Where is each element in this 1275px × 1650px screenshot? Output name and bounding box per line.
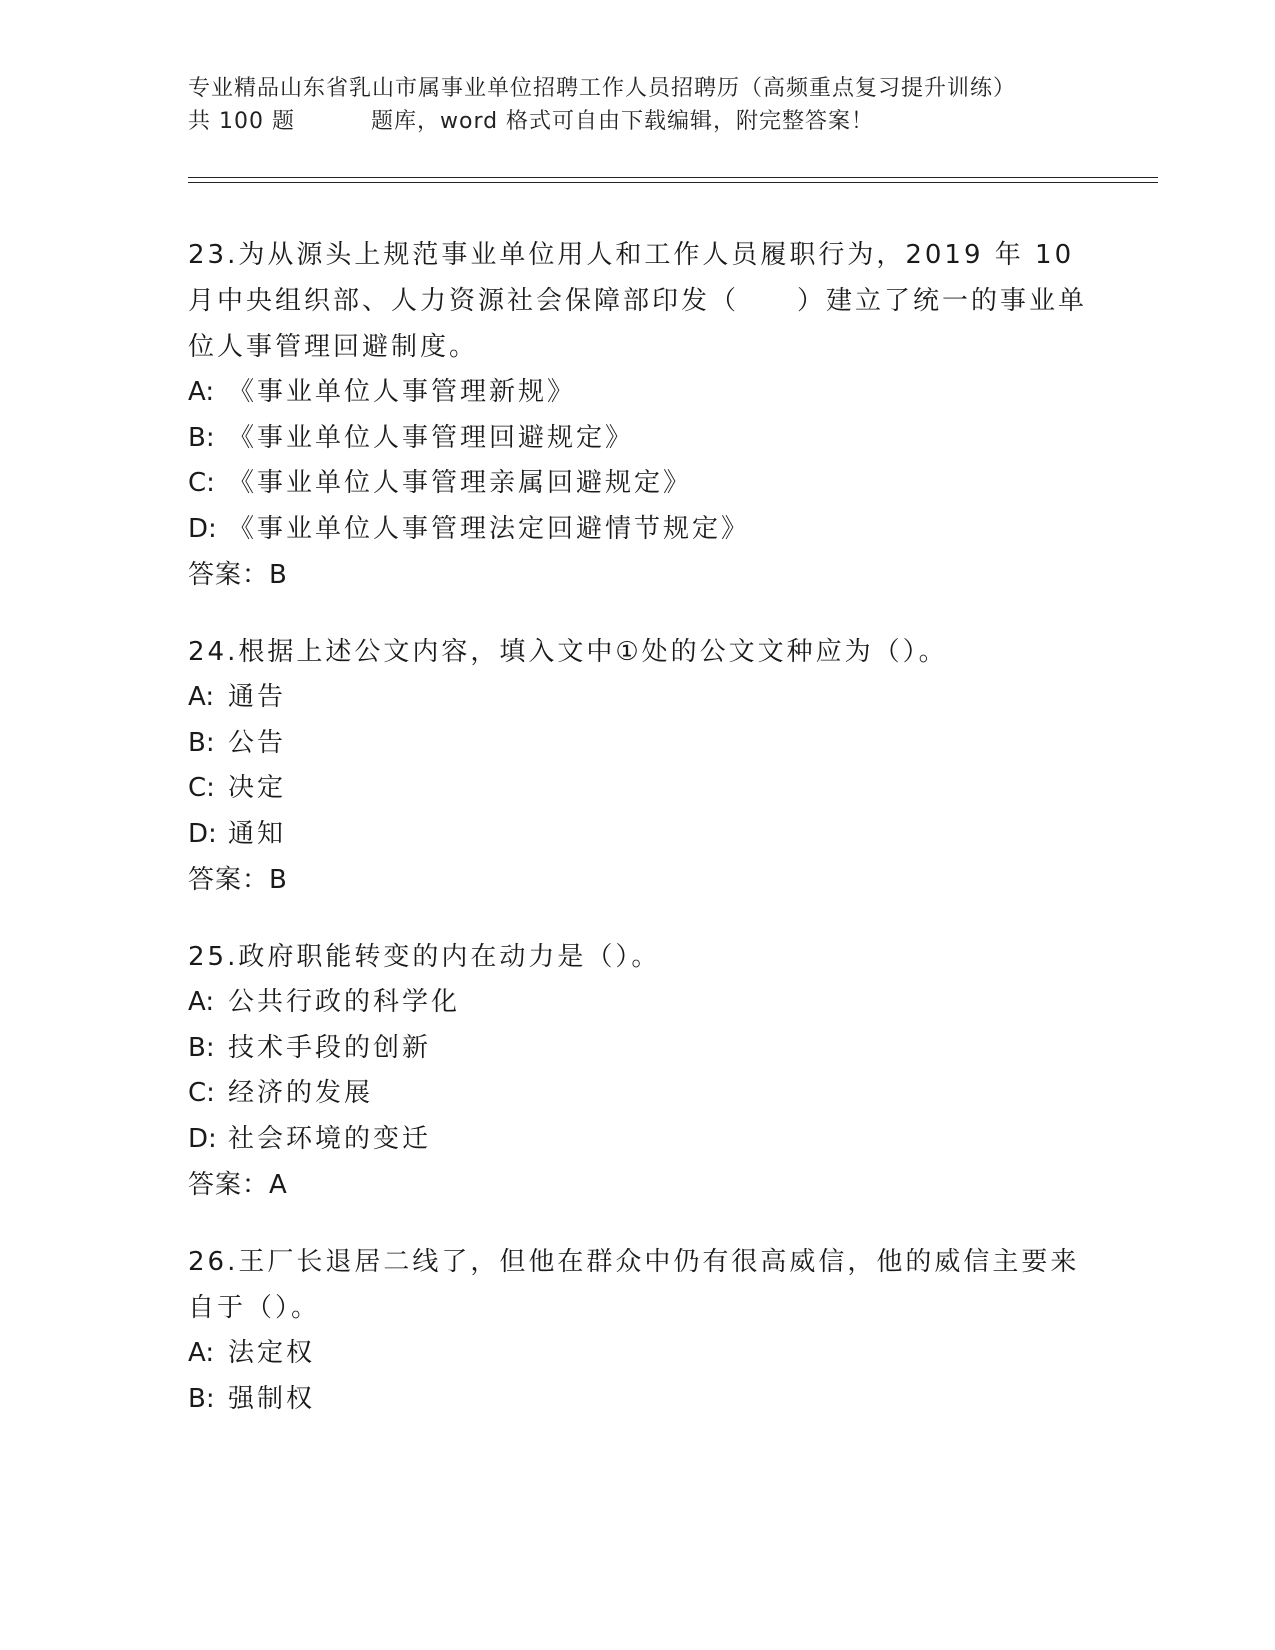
option-text: 强制权 [228,1383,316,1414]
option-text: 决定 [228,773,287,803]
option-b [188,721,1088,767]
header-title: 专业精品山东省乳山市属事业单位招聘工作人员招聘历（高频重点复习提升训练） [188,76,1017,101]
answer-label: 答案：A [188,1170,288,1200]
question-25 [188,934,1088,1208]
question-26 [188,1239,1088,1422]
answer-label: 答案：B [188,560,288,590]
option-text: 公共行政的科学化 [228,987,461,1017]
option-key: D: [188,513,217,544]
option-key: B: [188,727,215,758]
option-b [188,416,1088,462]
header-divider-bottom [188,182,1158,183]
option-text: 通知 [228,818,287,849]
option-key: B: [188,1032,215,1063]
option-text: 《事业单位人事管理回避规定》 [228,422,635,453]
option-text: 通告 [228,682,287,712]
option-text: 社会环境的变迁 [228,1123,432,1154]
option-b [188,1026,1088,1072]
answer-label: 答案：B [188,865,288,895]
option-c [188,1071,1088,1117]
option-text: 经济的发展 [228,1078,374,1108]
option-text: 《事业单位人事管理新规》 [228,377,577,407]
option-text: 技术手段的创新 [228,1032,432,1063]
option-key: A: [188,1338,215,1368]
question-count: 共 100 题 [188,109,295,134]
option-text: 公告 [228,727,287,758]
header-note: 题库，word 格式可自由下载编辑，附完整答案！ [370,109,875,134]
option-a [188,675,1088,721]
option-d [188,812,1088,858]
option-text: 法定权 [228,1338,316,1368]
option-c [188,766,1088,812]
option-a [188,370,1088,416]
option-key: A: [188,987,215,1017]
document-header [188,72,1088,138]
option-d [188,507,1088,553]
option-key: A: [188,682,215,712]
option-b [188,1377,1088,1423]
option-key: B: [188,422,215,453]
option-a [188,980,1088,1026]
option-key: D: [188,1123,217,1154]
option-key: C: [188,1078,215,1108]
question-text: 23.为从源头上规范事业单位用人和工作人员履职行为，2019 年 10 月中央组织部、人力资源社会保障部印发（ ）建立了统一的事业单位人事管理回避制度。 [188,240,1088,362]
question-24 [188,629,1088,903]
option-d [188,1117,1088,1163]
question-23 [188,232,1088,598]
question-text: 25.政府职能转变的内在动力是（）。 [188,942,661,972]
option-text: 《事业单位人事管理法定回避情节规定》 [228,513,751,544]
option-key: D: [188,818,217,849]
question-text: 24.根据上述公文内容，填入文中①处的公文文种应为（）。 [188,637,948,667]
header-subtitle [188,105,1088,138]
option-key: C: [188,468,215,498]
option-text: 《事业单位人事管理亲属回避规定》 [228,468,693,498]
header-divider-top [188,177,1158,178]
question-list [188,232,1088,1453]
option-key: C: [188,773,215,803]
option-a [188,1331,1088,1377]
option-key: B: [188,1383,215,1414]
option-c [188,461,1088,507]
question-text: 26.王厂长退居二线了，但他在群众中仍有很高威信，他的威信主要来自于（）。 [188,1247,1080,1323]
option-key: A: [188,377,215,407]
